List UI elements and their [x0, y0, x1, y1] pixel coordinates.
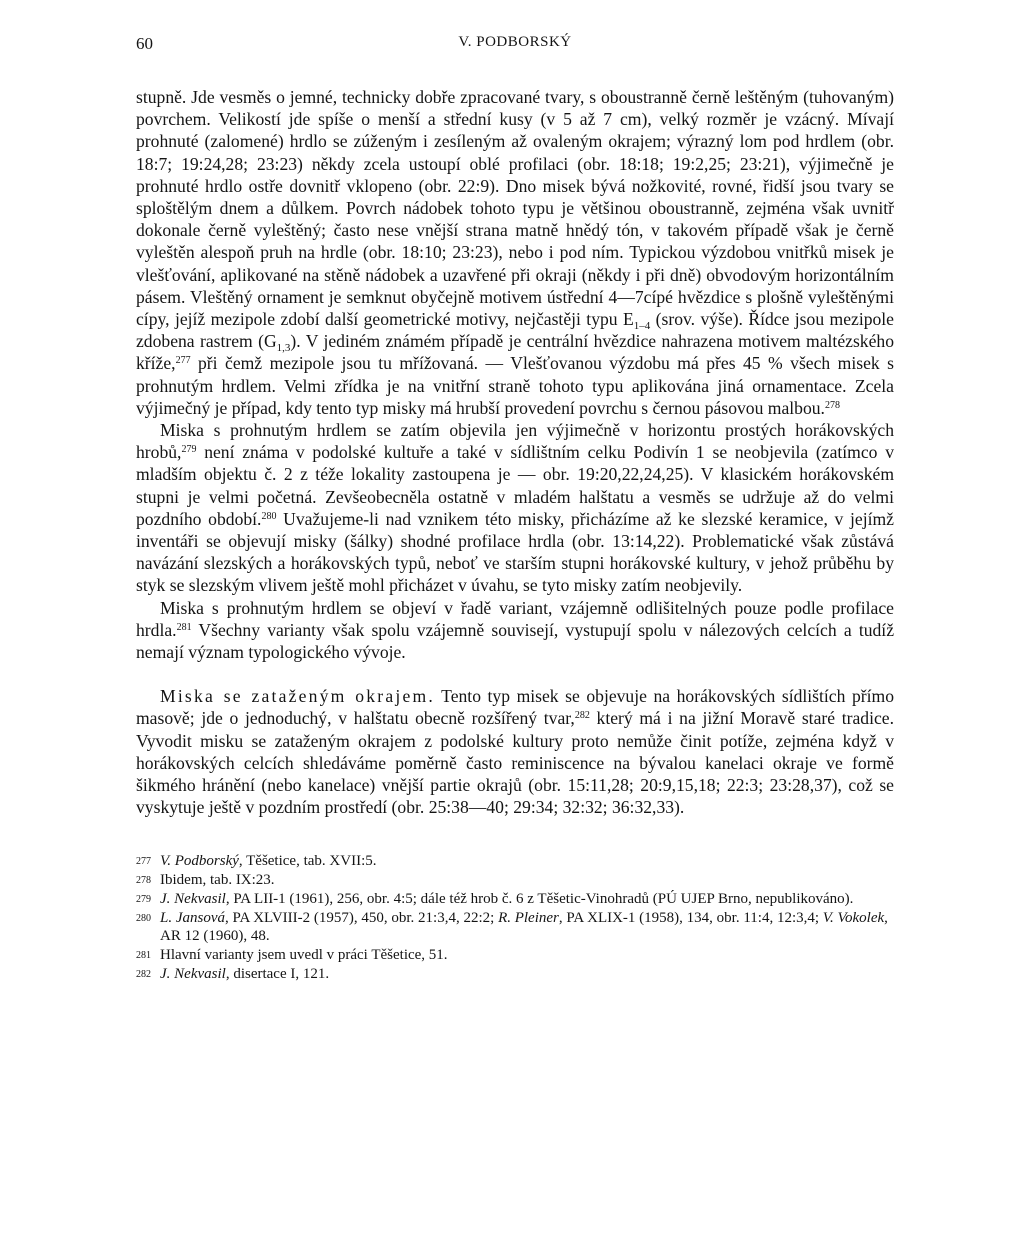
text-run: není známa v podolské kultuře a také v sídlištním celku Podivín 1 se neobjevila (zatímco v mladším objektu č. 2 z téže lokality zastoupena je — obr. 19:20,22,24,25). V klasickém horákovském stupni je velmi početná. Zevšeobecněla ostatně v mladém halštatu a vesměs se udržuje až do velmi pozdního období.: [136, 442, 894, 529]
text-run: Ibidem, tab. IX:23.: [160, 871, 275, 888]
author-name: R. Pleiner: [498, 910, 559, 927]
text-run: Tento typ misek se objevuje na horákovských sídlištích přímo masově; jde o jednoduchý, v halštatu obecně rozšířený tvar,: [136, 686, 894, 729]
footnote-number: 280: [136, 913, 151, 925]
text-run: , PA XLVIII-2 (1957), 450, obr. 21:3,4, 22:2;: [225, 910, 499, 927]
text-run: Všechny varianty však spolu vzájemně souvisejí, vystupují spolu v nálezových celcích a tudíž nemají význam typologického vývoje.: [136, 619, 894, 663]
footnote-number: 281: [136, 949, 151, 961]
page-number: 60: [136, 34, 153, 53]
author-name: V. Podborský: [160, 852, 239, 869]
footnote: [136, 890, 894, 909]
footnote-number: 282: [136, 968, 151, 980]
text-run: Miska s prohnutým hrdlem se zatím objevila jen výjimečně v horizontu prostých horákovských hrobů,: [136, 420, 894, 463]
footnote: [136, 852, 894, 871]
author-name: J. Nekvasil: [160, 965, 226, 982]
text-run: Miska s prohnutým hrdlem se objeví v řadě variant, vzájemně odlišitelných pouze podle profilace hrdla.: [136, 597, 894, 640]
footnote-text: [160, 890, 894, 909]
text-run: , AR 12 (1960), 48.: [160, 910, 888, 945]
text-run: Hlavní varianty jsem uvedl v práci Těšetice, 51.: [160, 946, 448, 963]
text-run: , disertace I, 121.: [225, 965, 330, 982]
text-run: ). V jediném známém případě je centrální hvězdice nahrazena motivem maltézského kříže,: [136, 331, 894, 374]
footnote-ref: 281: [176, 621, 192, 633]
footnote: [136, 871, 894, 890]
footnote: [136, 965, 894, 984]
text-run: , PA LII-1 (1961), 256, obr. 4:5; dále též hrob č. 6 z Těšetic-Vinohradů (PÚ UJEP Brno, nepublikováno).: [225, 890, 854, 907]
author-name: J. Nekvasil: [160, 890, 226, 907]
footnote-ref: 278: [824, 399, 840, 411]
subscript: 1,3: [276, 342, 291, 355]
text-run: při čemž mezipole jsou tu mřížovaná. — Vlešťovanou výzdobu má přes 45 % všech misek s prohnutým hrdlem. Velmi zřídka je na vnitřní straně tohoto typu aplikována jiná ornamentace. Zcela výjimečný je případ, kdy tento typ misky má hrubší provedení povrchu s černou pásovou malbou.: [136, 353, 894, 418]
footnote-text: [160, 871, 894, 890]
footnote-ref: 277: [175, 355, 191, 367]
footnote-number: 277: [136, 855, 151, 867]
subscript: 1–4: [633, 320, 651, 333]
running-title: V. PODBORSKÝ: [458, 34, 572, 50]
footnote: [136, 946, 894, 965]
footnote-text: [160, 946, 894, 965]
section-heading: Miska se zataženým okrajem.: [160, 686, 435, 707]
footnote-ref: 282: [574, 710, 590, 722]
text-run: (srov. výše). Řídce jsou mezipole zdobena rastrem (G: [136, 309, 894, 352]
footnote-number: 278: [136, 874, 151, 886]
page-header: [136, 30, 894, 60]
body-text: [136, 86, 894, 819]
footnote-text: [160, 909, 894, 945]
paragraph: [136, 597, 894, 664]
footnote-number: 279: [136, 893, 151, 905]
footnotes: [136, 852, 894, 984]
book-page: [136, 30, 894, 984]
text-run: Uvažujeme-li nad vznikem této misky, přicházíme až ke slezské keramice, v jejímž inventáři se objevují misky (šálky) shodné profilace hrdla (obr. 13:14,22). Problematické však zůstává navázání slezských a horákovských typů, neboť ve starším stupni horákovské kultury, v jehož průběhu by styk se slezským vlivem ještě mohl přicházet v úvahu, se tyto misky zatím neobjevily.: [136, 508, 894, 596]
text-run: který má i na jižní Moravě staré tradice. Vyvodit misku se zataženým okrajem z podolské kultury proto nemůže činit potíže, zejména když v horákovských celcích shledáváme poměrně často reminiscence na bývalou kanelaci okraje ve formě šikmého hránění (nebo kanelace) vnější partie okrajů (obr. 15:11,28; 20:9,15,18; 22:3; 23:28,37), což se vyskytuje ještě v pozdním prostředí (obr. 25:38—40; 29:34; 32:32; 36:32,33).: [136, 708, 894, 818]
author-name: V. Vokolek: [822, 910, 885, 927]
paragraph: [136, 685, 894, 818]
text-run: , PA XLIX-1 (1958), 134, obr. 11:4, 12:3,4;: [558, 910, 823, 927]
paragraph: [136, 86, 894, 419]
text-run: stupně. Jde vesměs o jemné, technicky dobře zpracované tvary, s oboustranně černě leštěným (tuhovaným) povrchem. Velikostí jde spíše o menší a střední kusy (v 5 až 7 cm), velký rozměr je vzácný. Mívají prohnuté (zalomené) hrdlo se zúženým i zesíleným až ovaleným okrajem; výrazný lom pod hrdlem (obr. 18:7; 19:24,28; 23:23) někdy zcela ustoupí oblé profilaci (obr. 18:18; 19:2,25; 23:21), výjimečně je prohnuté hrdlo ostře dovnitř vklopeno (obr. 22:9). Dno misek bývá nožkovité, rovné, řidší jsou tvary se sploštělým dnem a důlkem. Povrch nádobek tohoto typu je většinou oboustranně, zejména však uvnitř dokonale černě vyleštěný; často nese vnější strana matně hnědý tón, v takovém případě však je černě vyleštěn alespoň pruh na hrdle (obr. 18:10; 23:23), nebo i pod ním. Typickou výzdobou vnitřků misek je vlešťování, aplikované na stěně nádobek a uzavřené při okraji (někdy i při dně) obvodovým horizontálním pásem. Vleštěný ornament je semknut obyčejně motivem ústřední 4—7cípé hvězdice s plošně vyleštěnými cípy, jejíž mezipole zdobí další geometrické motivy, nejčastěji typu E: [136, 87, 894, 330]
text-run: , Těšetice, tab. XVII:5.: [238, 852, 377, 869]
footnote-ref: 279: [181, 444, 197, 456]
footnote-text: [160, 852, 894, 871]
author-name: L. Jansová: [160, 910, 225, 927]
footnote: [136, 909, 894, 945]
paragraph: [136, 419, 894, 597]
footnote-ref: 280: [261, 510, 277, 522]
footnote-text: [160, 965, 894, 984]
